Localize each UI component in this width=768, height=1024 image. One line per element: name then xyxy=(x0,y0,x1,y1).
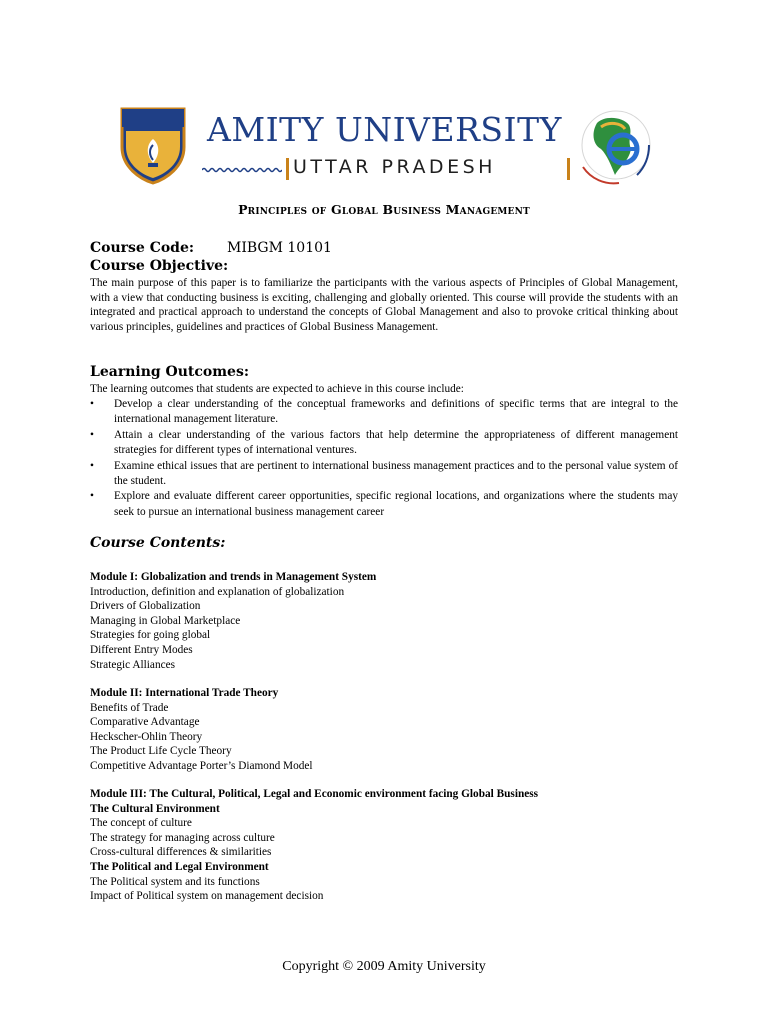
bullet-icon: • xyxy=(90,398,94,410)
bullet-icon: • xyxy=(90,459,94,472)
list-item-text: Explore and evaluate different career opportunities, specific regional locations, and organizations where the students may seek to pursue an international business management career xyxy=(114,490,678,518)
module-item: Benefits of Trade xyxy=(90,701,169,714)
list-item xyxy=(90,428,678,459)
module-item: Introduction, definition and explanation of globalization xyxy=(90,585,345,598)
wave-decoration xyxy=(202,167,282,173)
module-title: Module II: International Trade Theory xyxy=(90,687,279,699)
learning-outcomes-heading: Learning Outcomes: xyxy=(90,364,250,380)
list-item xyxy=(90,489,678,520)
module-item: The strategy for managing across culture xyxy=(90,831,275,844)
copyright-footer: Copyright © 2009 Amity University xyxy=(282,959,486,974)
learning-outcomes-list xyxy=(90,397,678,520)
module-3 xyxy=(90,787,690,904)
course-objective-heading: Course Objective: xyxy=(90,258,229,274)
university-name: AMITY UNIVERSITY xyxy=(207,110,562,149)
list-item xyxy=(90,459,678,490)
module-title: Module III: The Cultural, Political, Legal and Economic environment facing Global Business xyxy=(90,788,539,800)
module-title: Module I: Globalization and trends in Management System xyxy=(90,571,377,583)
bullet-icon: • xyxy=(90,428,94,441)
module-item: Competitive Advantage Porter’s Diamond Model xyxy=(90,759,313,772)
course-code-value: MIBGM 10101 xyxy=(227,240,332,256)
header-banner xyxy=(112,103,657,187)
module-item: Cross-cultural differences & similarities xyxy=(90,846,272,859)
state-name: UTTAR PRADESH xyxy=(293,156,496,178)
module-item: The Political system and its functions xyxy=(90,875,260,888)
module-2 xyxy=(90,686,690,774)
module-item: Comparative Advantage xyxy=(90,716,200,729)
amity-shield-logo xyxy=(118,105,188,185)
course-contents-heading: Course Contents: xyxy=(90,535,226,551)
list-item xyxy=(90,397,678,428)
state-row xyxy=(202,155,572,185)
bullet-icon: • xyxy=(90,490,94,503)
panafrican-e-network-logo xyxy=(571,105,657,187)
module-item: The Product Life Cycle Theory xyxy=(90,745,232,758)
course-code-label: Course Code: xyxy=(90,240,195,256)
module-item: Drivers of Globalization xyxy=(90,600,201,613)
module-item: The concept of culture xyxy=(90,817,192,830)
module-subheading: The Cultural Environment xyxy=(90,802,220,815)
module-item: Strategies for going global xyxy=(90,629,211,642)
document-title: Principles of Global Business Management xyxy=(238,202,530,217)
module-subheading: The Political and Legal Environment xyxy=(90,860,269,873)
list-item-text: Examine ethical issues that are pertinent to international business management practices and to the personal value system of the student. xyxy=(114,459,678,488)
state-divider-right xyxy=(567,158,570,180)
module-item: Different Entry Modes xyxy=(90,643,193,656)
module-item: Impact of Political system on management decision xyxy=(90,890,324,903)
state-divider-left xyxy=(286,158,289,180)
learning-outcomes-intro: The learning outcomes that students are expected to achieve in this course include: xyxy=(90,383,464,395)
module-1 xyxy=(90,570,690,672)
list-item-text: Attain a clear understanding of the various factors that help determine the appropriateness of different management strategies for different types of international ventures. xyxy=(114,428,678,457)
module-item: Managing in Global Marketplace xyxy=(90,614,241,627)
module-item: Strategic Alliances xyxy=(90,658,176,671)
module-item: Heckscher-Ohlin Theory xyxy=(90,730,203,743)
list-item-text: Develop a clear understanding of the conceptual frameworks and definitions of specific terms that are integral to the international management literature. xyxy=(114,398,678,426)
course-objective-text: The main purpose of this paper is to familiarize the participants with the various aspects of Principles of Global Management, with a view that conducting business is exciting, challenging and globally oriented. This course will provide the students with an integrated and practical approach to understand the concepts of Global Management and also to provoke critical thinking about various principles, guidelines and practices of Global Business Management. xyxy=(90,277,678,333)
